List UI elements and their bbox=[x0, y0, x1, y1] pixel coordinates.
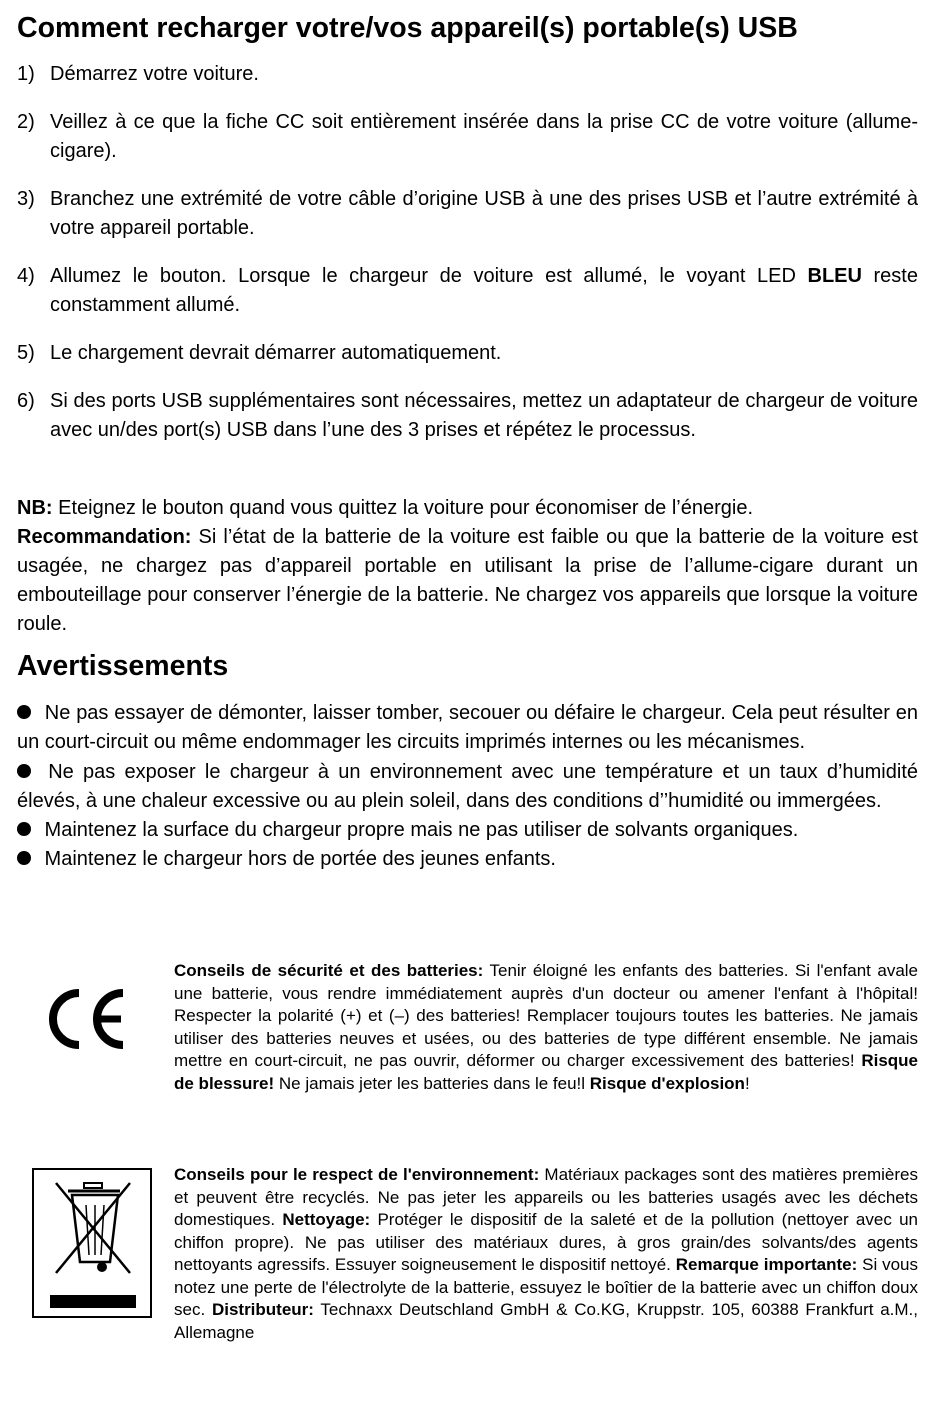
warning-item bbox=[17, 816, 918, 845]
step-item bbox=[17, 262, 918, 320]
environment-text: Matériaux packages sont des matières premières et peuvent être recyclés. Ne pas jeter les appareils ou les batteries usagés avec les déchets domestiques. bbox=[174, 1165, 918, 1229]
recommendation-paragraph bbox=[17, 523, 918, 639]
battery-safety-label: Conseils de sécurité et des batteries: bbox=[174, 961, 484, 980]
bullet-icon bbox=[17, 822, 31, 836]
distributor-label: Distributeur: bbox=[211, 1300, 314, 1319]
note-paragraph bbox=[17, 494, 918, 523]
important-note-label: Remarque importante: bbox=[675, 1255, 858, 1274]
bullet-icon bbox=[17, 764, 31, 778]
warning-item bbox=[17, 845, 918, 874]
step-text: Si des ports USB supplémentaires sont nécessaires, mettez un adaptateur de chargeur de voiture avec un/des port(s) USB dans l’une des 3 prises et répétez le processus. bbox=[50, 390, 918, 441]
warnings-heading: Avertissements bbox=[17, 650, 229, 682]
battery-safety-text: Ne jamais jeter les batteries dans le feu!l bbox=[274, 1073, 590, 1093]
environment-label: Conseils pour le respect de l'environnement: bbox=[174, 1165, 540, 1184]
environment-text: Protéger le dispositif de la saleté et de la pollution (nettoyer avec un chiffon propre). Ne pas utiliser des matériaux dures, à gros grain/des solvants/des agents nettoyants agressifs. Essuyer soigneusement le dispositif nettoyé. bbox=[174, 1210, 918, 1274]
step-number: 6) bbox=[17, 390, 35, 412]
recommendation-text: Si l’état de la batterie de la voiture est faible ou que la batterie de la voiture est usagée, ne chargez pas d’appareil portable en utilisant la prise de l’allume-cigare durant un embouteillage pour conserver l’énergie de la batterie. Ne chargez vos appareils que lorsque la voiture roule. bbox=[17, 526, 918, 635]
step-item bbox=[17, 108, 918, 166]
weee-symbol bbox=[32, 1168, 152, 1318]
injury-risk-label: Risque de blessure! bbox=[174, 1051, 918, 1093]
warning-text: Maintenez la surface du chargeur propre mais ne pas utiliser de solvants organiques. bbox=[39, 819, 799, 842]
step-text: Branchez une extrémité de votre câble d’origine USB à une des prises USB et l’autre extrémité à votre appareil portable. bbox=[50, 188, 918, 239]
bullet-icon bbox=[17, 851, 31, 865]
battery-safety-text: ! bbox=[744, 1073, 750, 1093]
notes-section bbox=[17, 494, 918, 639]
step-number: 3) bbox=[17, 188, 35, 210]
recommendation-label: Recommandation: bbox=[17, 526, 192, 548]
step-text: Veillez à ce que la fiche CC soit entièrement insérée dans la prise CC de votre voiture (allume-cigare). bbox=[50, 111, 918, 162]
step-number: 4) bbox=[17, 265, 35, 287]
explosion-risk-label: Risque d'explosion bbox=[589, 1073, 745, 1093]
step-item bbox=[17, 60, 918, 89]
step-number: 5) bbox=[17, 342, 35, 364]
environment-paragraph bbox=[174, 1164, 918, 1344]
step-text-part: reste constamment allumé. bbox=[50, 265, 918, 316]
bullet-icon bbox=[17, 705, 31, 719]
instruction-steps bbox=[17, 60, 918, 464]
battery-safety-text: Tenir éloigné les enfants des batteries. Si l'enfant avale une batterie, vous rendre immédiatement auprès d'un docteur ou amener l'enfant à l'hôpital! Respecter la polarité (+) et (–) des batteries! Remplacer toujours toutes les batteries. Ne jamais utiliser des batteries neuves et usées, ou des batteries de type différent ensemble. Ne jamais mettre en court-circuit, ne pas ouvrir, déformer ou charger excessivement des batteries! bbox=[174, 961, 919, 1070]
step-text: Démarrez votre voiture. bbox=[50, 63, 259, 85]
step-item bbox=[17, 339, 918, 368]
warning-item bbox=[17, 699, 918, 758]
note-text: Eteignez le bouton quand vous quittez la voiture pour économiser de l’énergie. bbox=[52, 497, 753, 519]
step-text-part: Allumez le bouton. Lorsque le chargeur de voiture est allumé, le voyant LED bbox=[50, 265, 808, 287]
warnings-list bbox=[17, 699, 918, 875]
cleaning-label: Nettoyage: bbox=[282, 1210, 371, 1229]
step-item bbox=[17, 185, 918, 243]
step-text bbox=[50, 262, 918, 320]
battery-safety-paragraph bbox=[174, 960, 918, 1095]
warning-text: Ne pas essayer de démonter, laisser tomber, secouer ou défaire le chargeur. Cela peut résulter en un court-circuit ou même endommager les circuits imprimés internes ou les mécanismes. bbox=[17, 702, 918, 754]
step-text: Le chargement devrait démarrer automatiquement. bbox=[50, 342, 502, 364]
warning-text: Ne pas exposer le chargeur à un environnement avec une température et un taux d’humidité élevés, à une chaleur excessive ou au plein soleil, dans des conditions d’’humidité ou immergées. bbox=[17, 760, 918, 812]
ce-mark-icon bbox=[39, 985, 133, 1053]
step-number: 1) bbox=[17, 63, 35, 85]
note-label: NB: bbox=[17, 497, 53, 519]
warning-item bbox=[17, 758, 918, 817]
distributor-text: Technaxx Deutschland GmbH & Co.KG, Kruppstr. 105, 60388 Frankfurt a.M., Allemagne bbox=[174, 1300, 919, 1342]
page-title: Comment recharger votre/vos appareil(s) portable(s) USB bbox=[17, 12, 798, 44]
warning-text: Maintenez le chargeur hors de portée des jeunes enfants. bbox=[39, 848, 556, 871]
crossed-out-wheelie-bin-icon bbox=[34, 1170, 150, 1316]
led-color-label: BLEU bbox=[807, 265, 862, 287]
step-number: 2) bbox=[17, 111, 35, 133]
step-item bbox=[17, 387, 918, 445]
environment-text: Si vous notez une perte de l'électrolyte de la batterie, essuyez le boîtier de la batterie avec un chiffon doux sec. bbox=[174, 1255, 918, 1319]
